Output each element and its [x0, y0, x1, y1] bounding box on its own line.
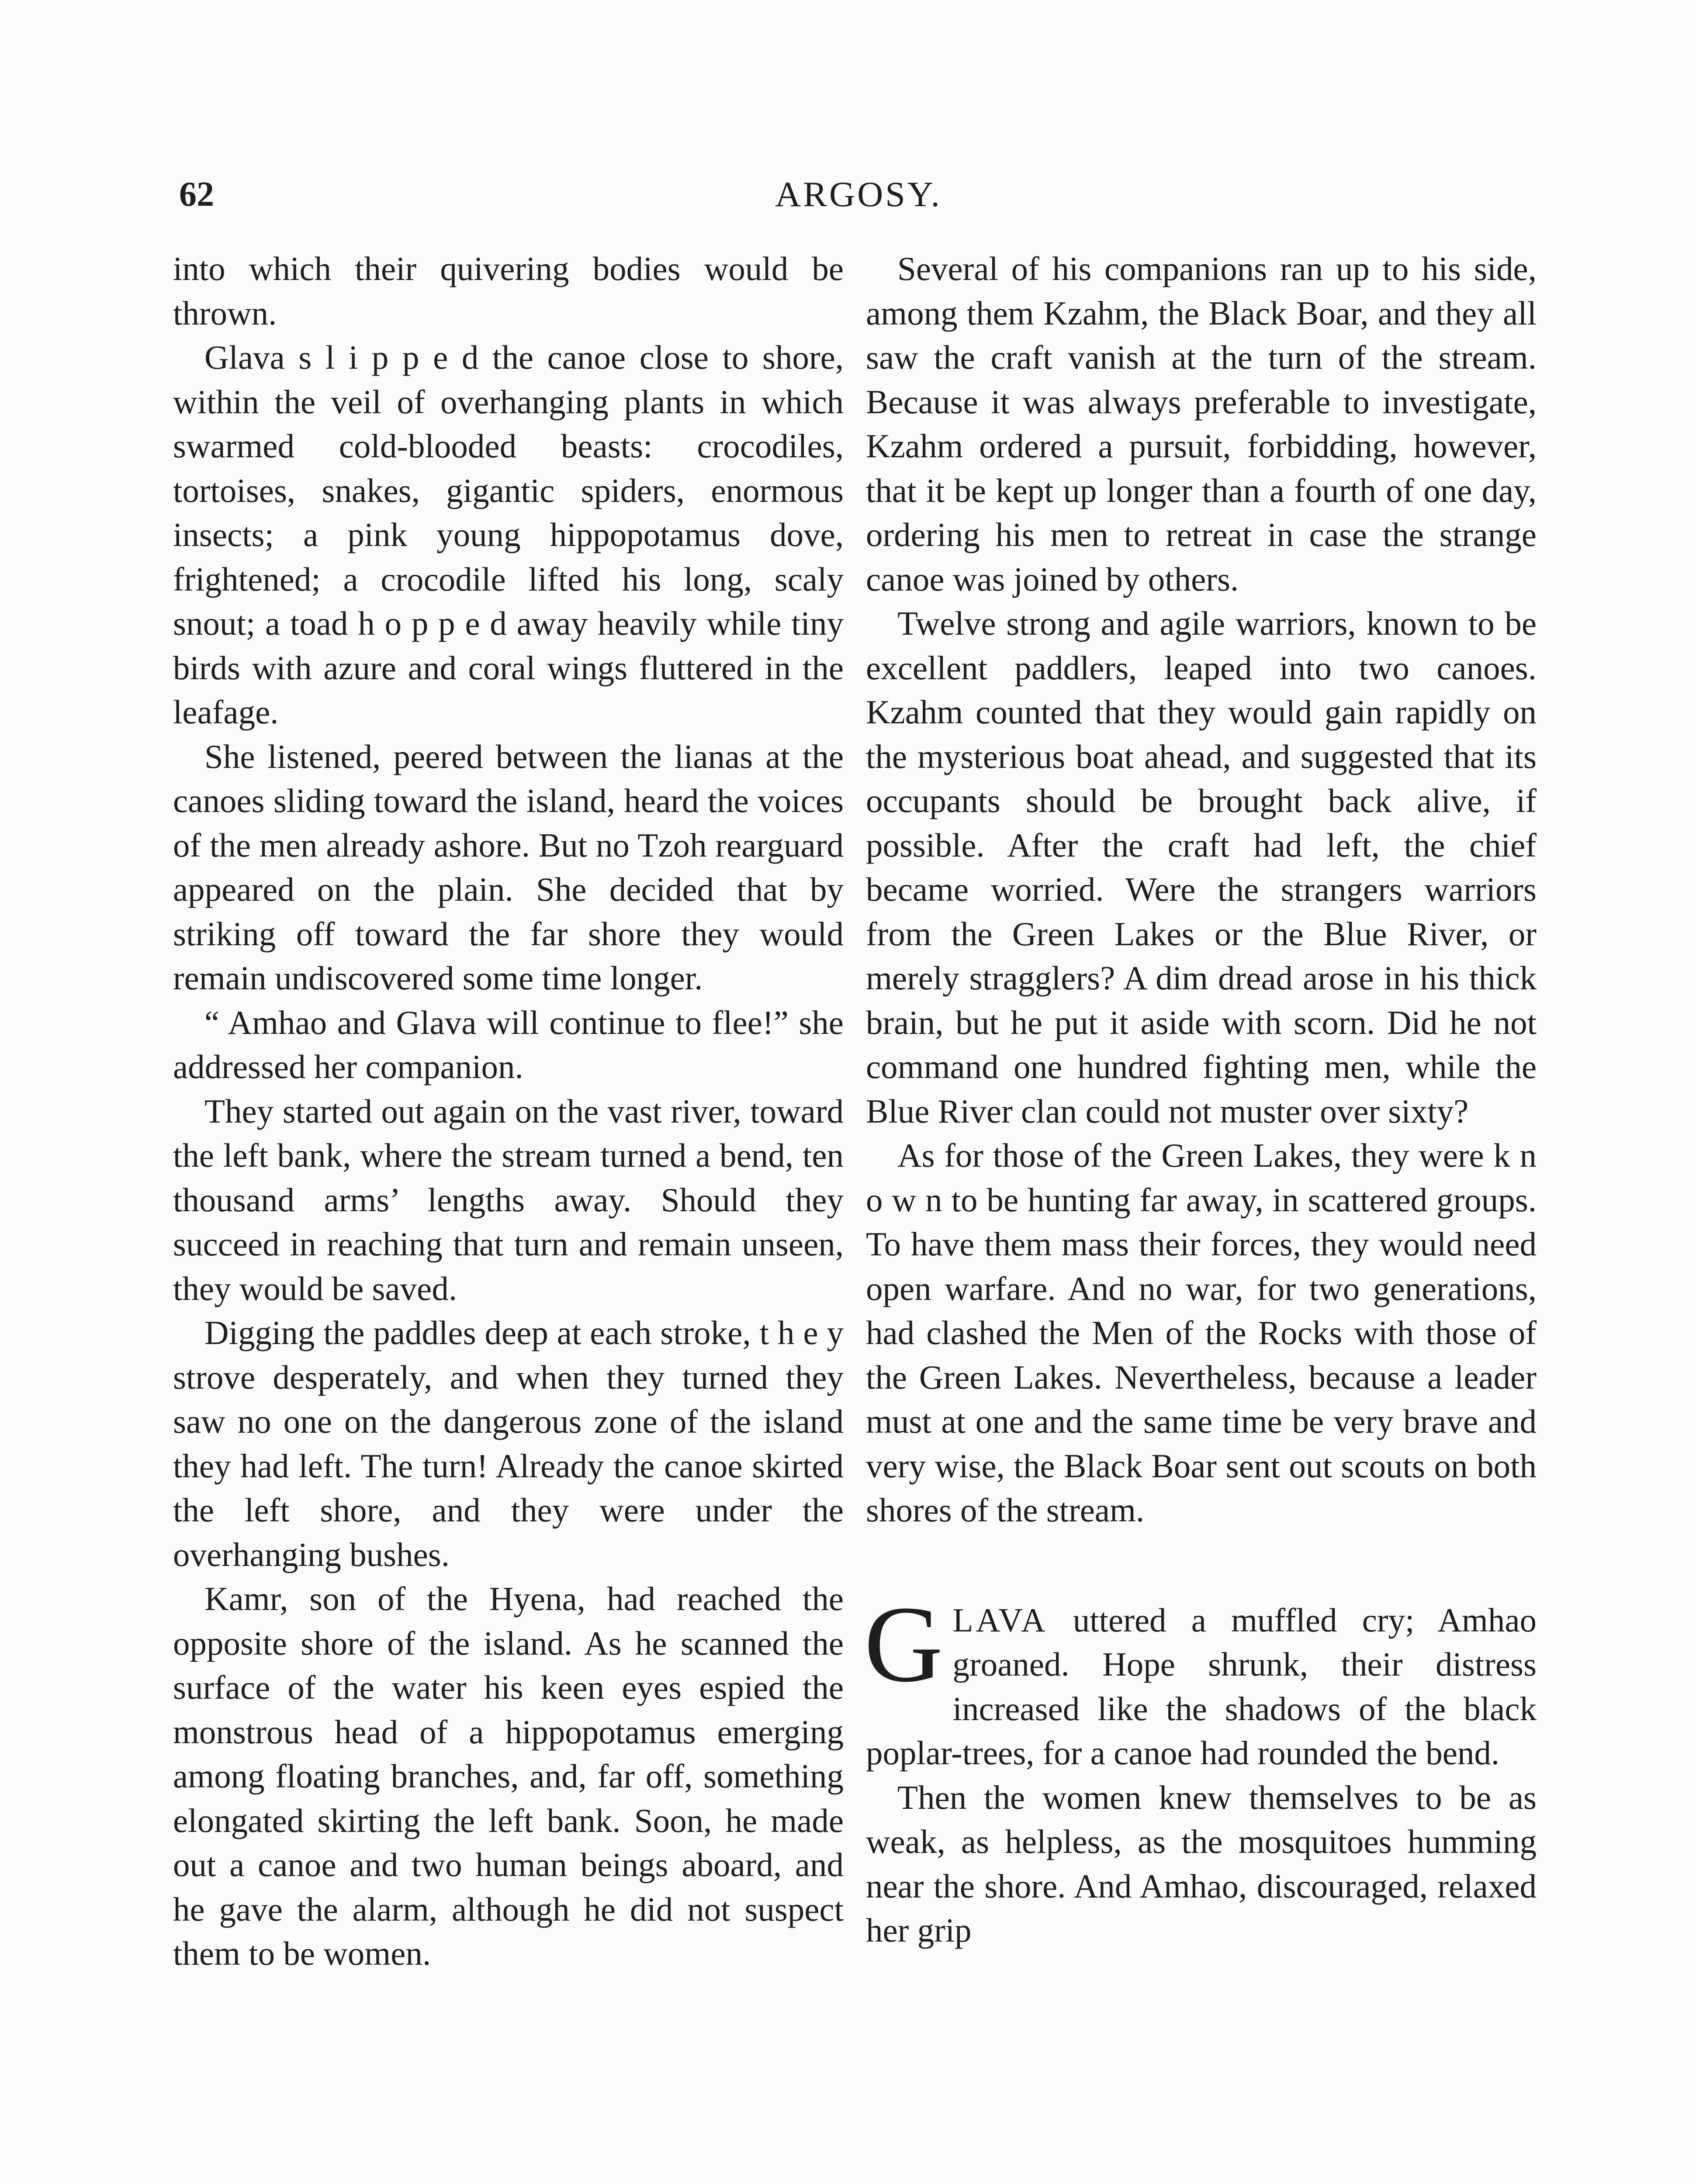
page-header — [179, 168, 1538, 221]
paragraph: They started out again on the vast river, toward the left bank, where the stream turned a bend, ten thousand arms’ lengths away. Should they succeed in reaching that turn and remain unseen, they would be saved. — [173, 1092, 844, 1307]
paragraph: Then the women knew themselves to be as weak, as helpless, as the mosquitoes humming near the shore. And Amhao, discouraged, relaxed her grip — [866, 1778, 1537, 1949]
paragraph: Several of his companions ran up to his side, among them Kzahm, the Black Boar, and they all saw the craft vanish at the turn of the stream. Because it was always preferable to investigate, Kzahm ordered a pursuit, forbidding, however, that it be kept up longer than a fourth of one day, ordering his men to retreat in case the strange canoe was joined by others. — [866, 250, 1537, 598]
paragraph-text: uttered a muffled cry; Amhao groaned. Hope shrunk, their distress increased like the shadows of the black poplar-trees, for a canoe had rounded the bend. — [866, 1601, 1537, 1772]
paragraph: “ Amhao and Glava will continue to flee!” she addressed her companion. — [173, 1003, 844, 1085]
paragraph: Glava s l i p p e d the canoe close to shore, within the veil of overhanging plants in which swarmed cold-blooded beasts: crocodiles, tortoises, snakes, gigantic spiders, enormous insects; a pink young hippopotamus dove, frightened; a crocodile lifted his long, scaly snout; a toad h o p p e d away heavily while tiny birds with azure and coral wings fluttered in the leafage. — [173, 339, 844, 731]
section-opening-paragraph — [864, 1583, 1537, 1776]
paragraph: She listened, peered between the lianas at the canoes sliding toward the island, heard the voices of the men already ashore. But no Tzoh rearguard appeared on the plain. She decided that by striking off toward the far shore they would remain undiscovered some time longer. — [173, 737, 844, 997]
page-number: 62 — [179, 175, 214, 214]
paragraph: As for those of the Green Lakes, they were k n o w n to be hunting far away, in scattered groups. To have them mass their forces, they would need open warfare. And no war, for two generations, had clashed the Men of the Rocks with those of the Green Lakes. Nevertheless, because a leader must at one and the same time be very brave and very wise, the Black Boar sent out scouts on both shores of the stream. — [866, 1137, 1537, 1529]
paragraph: Twelve strong and agile warriors, known to be excellent paddlers, leaped into two canoes. Kzahm counted that they would gain rapidly on the mysterious boat ahead, and suggested that its occupants should be brought back alive, if possible. After the craft had left, the chief became worried. Were the strangers warriors from the Green Lakes or the Blue River, or merely stragglers? A dim dread arose in his thick brain, but he put it aside with scorn. Did he not command one hundred fighting men, while the Blue River clan could not muster over sixty? — [866, 605, 1537, 1130]
paragraph: into which their quivering bodies would be thrown. — [173, 250, 844, 332]
running-title: ARGOSY. — [775, 174, 942, 214]
lead-in: LAVA — [952, 1601, 1048, 1639]
right-column — [866, 247, 1537, 1953]
drop-cap: G — [864, 1583, 943, 1705]
paragraph: Digging the paddles deep at each stroke, t h e y strove desperately, and when they turned they saw no one on the dangerous zone of the island they had left. The turn! Already the canoe skirted the left shore, and they were under the overhanging bushes. — [173, 1314, 844, 1573]
left-column — [173, 247, 844, 1976]
paragraph: Kamr, son of the Hyena, had reached the opposite shore of the island. As he scanned the surface of the water his keen eyes espied the monstrous head of a hippopotamus emerging among floating branches, and, far off, something elongated skirting the left bank. Soon, he made out a canoe and two human beings aboard, and he gave the alarm, although he did not suspect them to be women. — [173, 1580, 844, 1972]
